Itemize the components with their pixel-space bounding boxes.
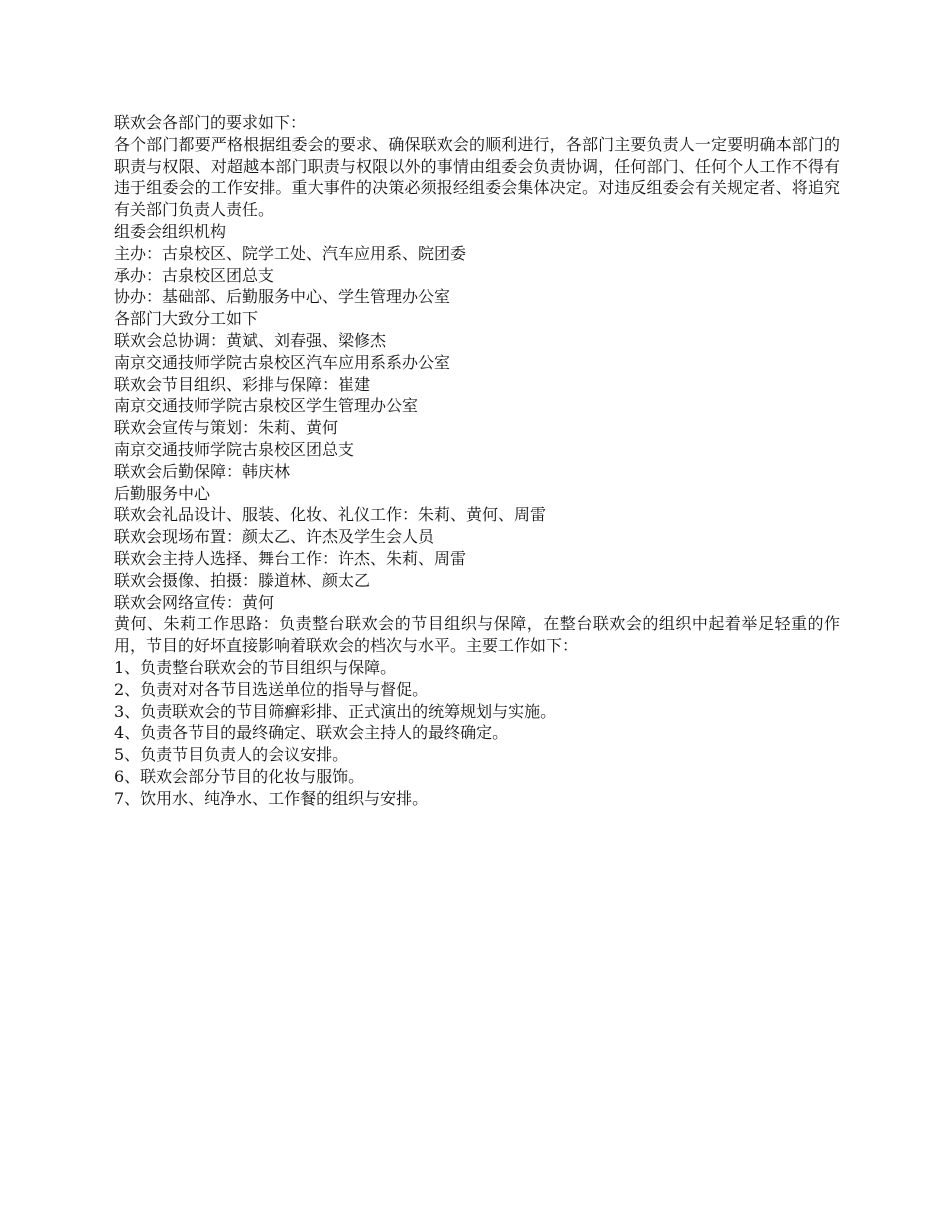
text-line-host-selection: 联欢会主持人选择、舞台工作：许杰、朱莉、周雷	[114, 548, 467, 568]
paragraph-work-approach: 黄何、朱莉工作思路：负责整台联欢会的节目组织与保障，在整台联欢会的组织中起着举足轻重的作用，节目的好坏直接影响着联欢会的档次与水平。主要工作如下：	[114, 614, 840, 656]
text-line-gifts: 联欢会礼品设计、服装、化妆、礼仪工作：朱莉、黄何、周雷	[114, 505, 547, 525]
text-line-program: 联欢会节目组织、彩排与保障：崔建	[114, 374, 371, 394]
list-item: 4、负责各节目的最终确定、联欢会主持人的最终确定。	[114, 723, 509, 743]
list-item: 2、负责对对各节目选送单位的指导与督促。	[114, 679, 429, 699]
section-heading-division: 各部门大致分工如下	[114, 309, 259, 329]
text-line-office: 南京交通技师学院古泉校区学生管理办公室	[114, 396, 419, 416]
text-line-office: 南京交通技师学院古泉校区汽车应用系系办公室	[114, 352, 451, 372]
paragraph-requirements: 各个部门都要严格根据组委会的要求、确保联欢会的顺利进行，各部门主要负责人一定要明确本部门的职责与权限、对超越本部门职责与权限以外的事情由组委会负责协调，任何部门、任何个人工作不得有违于组委会的工作安排。重大事件的决策必须报经组委会集体决定。对违反组委会有关规定者、将追究有关部门负责人责任。	[114, 134, 840, 220]
text-line-co-organizer: 协办：基础部、后勤服务中心、学生管理办公室	[114, 287, 451, 307]
list-item: 1、负责整台联欢会的节目组织与保障。	[114, 657, 397, 677]
document-page	[114, 112, 840, 810]
list-item: 5、负责节目负责人的会议安排。	[114, 745, 349, 765]
text-line-office: 南京交通技师学院古泉校区团总支	[114, 439, 355, 459]
text-line-online-publicity: 联欢会网络宣传：黄何	[114, 592, 275, 612]
text-line-coordination: 联欢会总协调：黄斌、刘春强、梁修杰	[114, 330, 387, 350]
text-line-office: 后勤服务中心	[114, 483, 211, 503]
list-item: 7、饮用水、纯净水、工作餐的组织与安排。	[114, 788, 429, 808]
text-line-publicity: 联欢会宣传与策划：朱莉、黄何	[114, 418, 339, 438]
list-item: 6、联欢会部分节目的化妆与服饰。	[114, 766, 365, 786]
text-line-logistics: 联欢会后勤保障：韩庆林	[114, 461, 291, 481]
list-item: 3、负责联欢会的节目筛癣彩排、正式演出的统筹规划与实施。	[114, 701, 557, 721]
section-heading-requirements: 联欢会各部门的要求如下：	[114, 113, 307, 132]
text-line-host: 主办：古泉校区、院学工处、汽车应用系、院团委	[114, 243, 467, 263]
section-heading-organization: 组委会组织机构	[114, 221, 227, 241]
text-line-organizer: 承办：古泉校区团总支	[114, 265, 275, 285]
text-line-venue: 联欢会现场布置：颜太乙、许杰及学生会人员	[114, 527, 435, 547]
text-line-photography: 联欢会摄像、拍摄：滕道林、颜太乙	[114, 570, 371, 590]
